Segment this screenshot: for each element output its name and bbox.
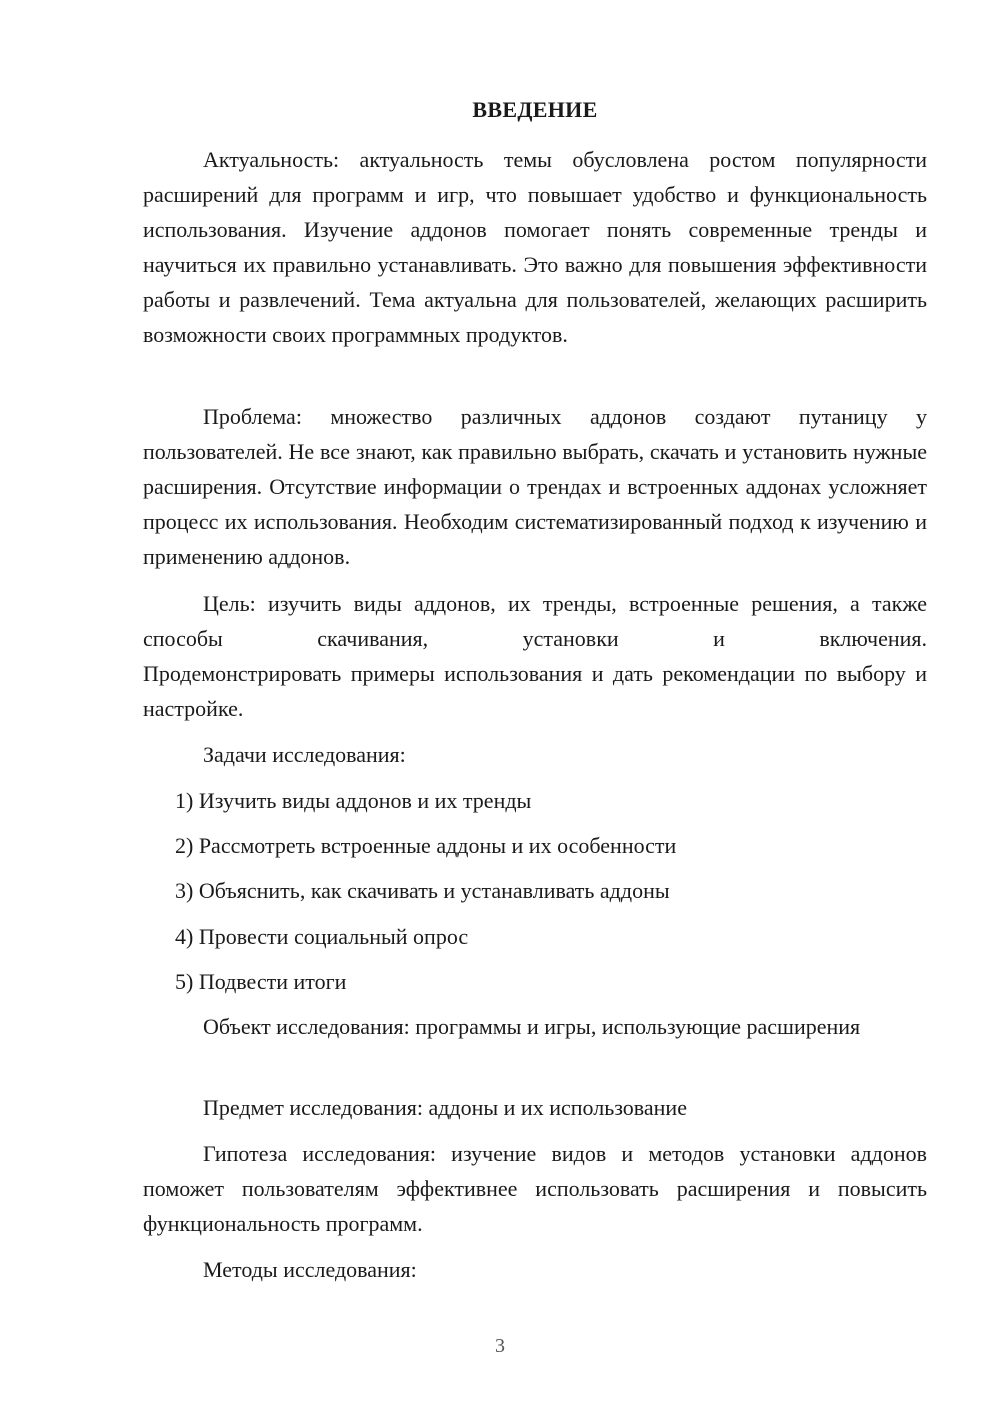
goal-paragraph-part1: Цель: изучить виды аддонов, их тренды, встроенные решения, а также способы скачивания, установки и включения. (143, 591, 927, 651)
subject-line: Предмет исследования: аддоны и их использование (203, 1095, 687, 1120)
relevance-paragraph: Актуальность: актуальность темы обусловлена ростом популярности расширений для программ и игр, что повышает удобство и функциональность использования. Изучение аддонов помогает понять современные тренды и научиться их правильно устанавливать. Это важно для повышения эффективности работы и развлечений. Тема актуальна для пользователей, желающих расширить возможности своих программных продуктов. (143, 147, 927, 347)
section-heading: ВВЕДЕНИЕ (472, 97, 598, 122)
methods-title: Методы исследования: (203, 1257, 417, 1282)
task-item: 4) Провести социальный опрос (175, 924, 469, 949)
tasks-title: Задачи исследования: (203, 742, 406, 767)
task-item: 3) Объяснить, как скачивать и устанавливать аддоны (175, 878, 670, 903)
task-item: 5) Подвести итоги (175, 969, 347, 994)
problem-paragraph: Проблема: множество различных аддонов создают путаницу у пользователей. Не все знают, как правильно выбрать, скачать и установить нужные расширения. Отсутствие информации о трендах и встроенных аддонах усложняет процесс их использования. Необходим систематизированный подход к изучению и применению аддонов. (143, 404, 927, 569)
task-item: 2) Рассмотреть встроенные аддоны и их особенности (175, 833, 677, 858)
page-number: 3 (495, 1335, 505, 1357)
goal-paragraph-part2: Продемонстрировать примеры использования и дать рекомендации по выбору и настройке. (143, 661, 927, 721)
hypothesis-paragraph: Гипотеза исследования: изучение видов и методов установки аддонов поможет пользователям эффективнее использовать расширения и повысить функциональность программ. (143, 1141, 927, 1236)
object-paragraph: Объект исследования: программы и игры, использующие расширения (203, 1014, 861, 1039)
task-item: 1) Изучить виды аддонов и их тренды (175, 788, 532, 813)
